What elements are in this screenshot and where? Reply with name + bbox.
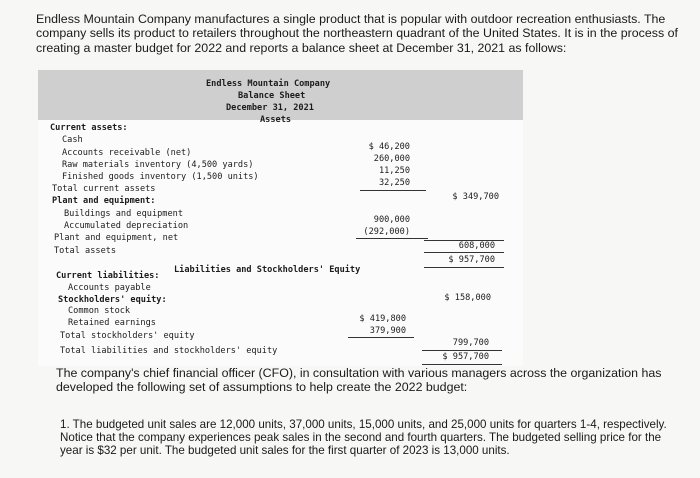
- accounts-payable-value: $ 158,000: [444, 293, 491, 303]
- buildings-value: 900,000: [373, 215, 410, 225]
- buildings-label: Buildings and equipment: [64, 209, 183, 219]
- total-equity-rule: [422, 350, 502, 351]
- raw-materials-value: 11,250: [378, 166, 410, 176]
- total-assets-top-rule: [424, 252, 504, 253]
- stockholders-equity-label: Stockholders' equity:: [58, 295, 167, 305]
- total-liabilities-equity-value: $ 957,700: [442, 352, 489, 362]
- total-equity-label: Total stockholders' equity: [60, 331, 195, 341]
- intro-paragraph: Endless Mountain Company manufactures a single product that is popular with outdoor recreation enthusiasts. The company sells its product to retailers throughout the northeastern quadrant of the United States. It is in the process of creating a master budget for 2022 and reports a balance sheet at December 31, 2021 as follows:: [36, 12, 678, 55]
- assumptions-intro: The company's chief financial officer (CFO), in consultation with various managers across the organization has developed the following set of assumptions to help create the 2022 budget:: [56, 366, 662, 395]
- raw-materials-label: Raw materials inventory (4,500 yards): [62, 160, 254, 170]
- subtotal-rule: [360, 190, 426, 191]
- cash-value: $ 46,200: [368, 142, 410, 152]
- accumulated-depreciation-value: (292,000): [363, 227, 410, 237]
- liabilities-heading: Liabilities and Stockholders' Equity: [174, 265, 361, 275]
- current-assets-label: Current assets:: [50, 123, 128, 133]
- ar-label: Accounts receivable (net): [62, 148, 192, 158]
- retained-earnings-label: Retained earnings: [68, 318, 156, 328]
- total-assets-value: $ 957,700: [448, 255, 495, 265]
- current-liabilities-label: Current liabilities:: [56, 271, 160, 281]
- depreciation-rule: [356, 238, 428, 239]
- retained-earnings-value: 379,900: [369, 326, 406, 336]
- statement-date: December 31, 2021: [226, 103, 314, 113]
- common-stock-value: $ 419,800: [359, 314, 406, 324]
- balance-sheet: [38, 70, 523, 366]
- total-assets-bottom-rule: [424, 267, 504, 268]
- plant-equipment-net-label: Plant and equipment, net: [54, 233, 179, 243]
- plant-equipment-label: Plant and equipment:: [52, 196, 156, 206]
- total-current-assets-label: Total current assets: [52, 184, 156, 194]
- grand-total-rule: [422, 364, 502, 365]
- statement-title: Balance Sheet: [238, 91, 306, 101]
- assumption-1: 1. The budgeted unit sales are 12,000 units, 37,000 units, 15,000 units, and 25,000 units for quarters 1-4, respectively. Notice that the company experiences peak sales in the second and fourth quarters. The budgeted selling price for the year is $32 per unit. The budgeted unit sales for the first quarter of 2023 is 13,000 units.: [60, 418, 667, 458]
- total-equity-value: 799,700: [452, 338, 489, 348]
- ppe-top-rule: [424, 240, 504, 241]
- assets-heading: Assets: [260, 115, 292, 125]
- accounts-payable-label: Accounts payable: [68, 283, 151, 293]
- total-liabilities-equity-label: Total liabilities and stockholders' equity: [60, 346, 278, 356]
- total-assets-label: Total assets: [54, 246, 117, 256]
- total-current-assets-value: $ 349,700: [452, 192, 499, 202]
- finished-goods-value: 32,250: [378, 178, 410, 188]
- common-stock-label: Common stock: [68, 306, 131, 316]
- cash-label: Cash: [62, 135, 83, 145]
- accumulated-depreciation-label: Accumulated depreciation: [64, 221, 189, 231]
- company-name: Endless Mountain Company: [206, 79, 331, 89]
- equity-subtotal-rule: [348, 337, 414, 338]
- balance-sheet-header: [38, 70, 523, 125]
- plant-equipment-net-value: 608,000: [458, 241, 495, 251]
- finished-goods-label: Finished goods inventory (1,500 units): [62, 172, 259, 182]
- ar-value: 260,000: [373, 154, 410, 164]
